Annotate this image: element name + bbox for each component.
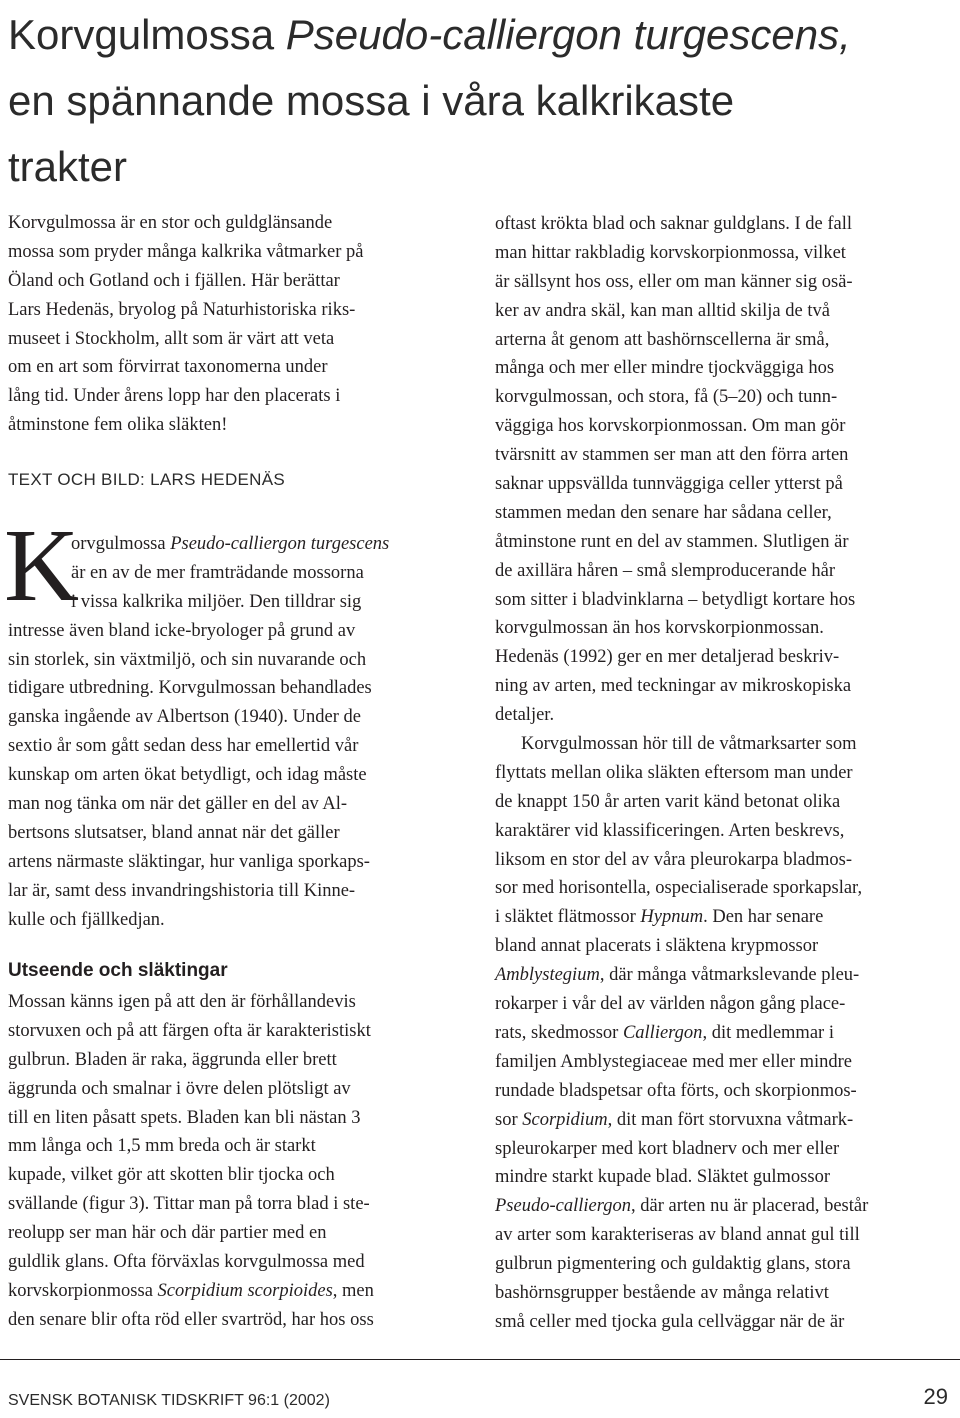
footer-divider [0,1359,960,1360]
page-number: 29 [923,1384,948,1409]
intro-paragraph: orvgulmossa Pseudo-calliergon turgescens är en av de mer framträdande mossorna i vissa kalkrika miljöer. Den tilldrar sig intresse även bland icke-bryologer på grund av sin storlek, sin växtmiljö, och sin nuvarande och tidigare utbredning. Korvgulmossan behandlades ganska ingående av Albertson (1940). Under de sextio år som gått sedan dess har emellertid vår kunskap om arten ökat betydligt, och idag måste man nog tänka om när det gäller en del av Al- bertsons slutsatser, bland annat när det gäller artens närmaste släktingar, hur vanliga sporkaps- lar är, samt dess invandringshistoria till Kinne- kulle och fjällkedjan. [8,530,473,934]
article-title [8,2,958,200]
title-line-2: en spännande mossa i våra kalkrikaste [8,77,735,124]
title-line-3: trakter [8,143,128,190]
drop-cap: K [4,508,80,623]
intro-line: orvgulmossa Pseudo-calliergon turgescens [71,534,390,554]
intro-line: i vissa kalkrika miljöer. Den tilldrar sig [71,591,362,612]
right-column: oftast krökta blad och saknar guldglans. I de fall man hittar rakbladig korvskorpionmossa, vilket är sällsynt hos oss, eller om man känner sig osä- ker av andra skäl, kan man alltid skilja de två arterna åt genom att bashörnscellerna är små, många och mer eller mindre tjockväggiga hos korvgulmossan, och stora, få (5–20) och tunn- väggiga hos korvskorpionmossan. Om man gör tvärsnitt av stammen ser man att den förra arten saknar uppsvällda tunnväggiga celler ytterst på stammen medan den senare har sådana celler, åtminstone runt en del av stammen. Slutligen är de axillära håren – små slemproducerande hår som sitter i bladvinklarna – betydligt kortare hos korvgulmossan än hos korvskorpionmossan. Hedenäs (1992) ger en mer detaljerad beskriv- ning av arten, med teckningar av mikroskopiska detaljer. Korvgulmossan hör till de våtmarksarter som flyttats mellan olika släkten eftersom man under de knappt 150 år arten varit känd betonat olika karaktärer vid klassificeringen. Arten beskrevs, liksom en stor del av våra pleurokarpa bladmos- sor med horisontella, ospecialiserade sporkapslar, i släktet flätmossor Hypnum. Den har senare bland annat placerats i släktena krypmossor Amblystegium, där många våtmarkslevande pleu- rokarper i vår del av världen någon gång place- rats, skedmossor Calliergon, dit medlemmar i familjen Amblystegiaceae med mer eller mindre rundade bladspetsar ofta förts, och skorpionmos- sor Scorpidium, dit man fört storvuxna våtmark- spleurokarper med kort bladnerv och mer eller mindre starkt kupade blad. Släktet gulmossor Pseudo-calliergon, där arten nu är placerad, består av arter som karakteriseras av bland annat gul till gulbrun pigmentering och guldaktig glans, stora bashörnsgrupper bestående av många relativt små celler med tjocka gula cellväggar när de är [495,214,869,1332]
intro-line: är en av de mer framträdande mossorna [71,562,364,583]
section-heading: Utseende och släktingar [8,960,228,981]
ingress: Korvgulmossa är en stor och guldglänsande mossa som pryder många kalkrika våtmarker på Öland och Gotland och i fjällen. Här berättar Lars Hedenäs, bryolog på Naturhistoriska riks- museet i Stockholm, allt som är värt att veta om en art som förvirrat taxonomerna under lång tid. Under årens lopp har den placerats i åtminstone fem olika släkten! [8,213,364,436]
byline: TEXT OCH BILD: LARS HEDENÄS [8,470,286,489]
journal-name: SVENSK BOTANISK TIDSKRIFT 96:1 (2002) [8,1392,330,1409]
appearance-paragraph: Mossan känns igen på att den är förhållandevis storvuxen och på att färgen ofta är karakteristiskt gulbrun. Bladen är raka, äggrunda eller brett äggrunda och smalnar i övre delen plötsligt av till en liten påsatt spets. Bladen kan bli nästan 3 mm långa och 1,5 mm breda och är starkt kupade, vilket gör att skotten blir tjocka och svällande (figur 3). Tittar man på torra blad i ste- reolupp ser man här och där partier med en guldlik glans. Ofta förväxlas korvgulmossa med korvskorpionmossa Scorpidium scorpioides, men den senare blir ofta röd eller svartröd, har hos oss [8,992,374,1330]
title-line-1: Korvgulmossa Pseudo-calliergon turgescens, [8,11,851,58]
